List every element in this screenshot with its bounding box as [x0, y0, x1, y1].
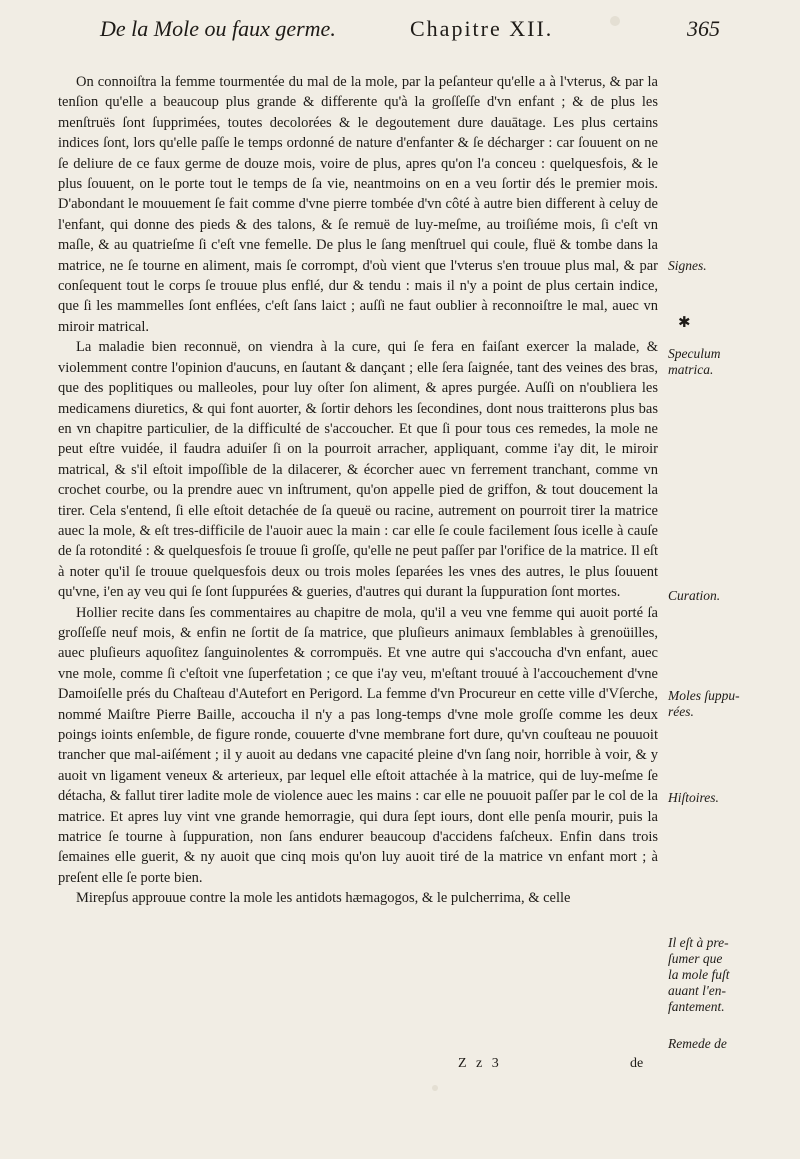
margin-note-moles: Moles ſuppu-: [668, 688, 740, 703]
paragraph-signs: On connoiſtra la femme tourmentée du mal de la mole, par la peſanteur qu'elle a à l'vterus, & par la tenſion qu'elle a beaucoup plus grande & differente qu'à la groſſeſſe d'vn enfant ; & de plus les menſtruës ſont ſupprimées, toutes decolorées & le degoutement dure dauātage. Les plus certains indices ſont, lors qu'elle paſſe le temps ordonné de nature d'enfanter & ſe décharger : car ſouuent on ne ſe deliure de ce faux germe de douze mois, voire de plus, apres qu'on l'a conceu : quelquesfois, & le plus ſouuent, on le porte tout le temps de ſa vie, neantmoins on en a veu ſortir dés le premier mois. D'abondant le mouuement ſe fait comme d'vne pierre tombée d'vn côté à autre bien different à celuy de l'enfant, qui donne des pieds & des talons, & ſe remuë de luy-meſme, au troiſiéme mois, ſi c'eſt vn maſle, & au quatrieſme ſi c'eſt vne femelle. De plus le ſang menſtruel qui coule, fluë & tombe dans la matrice, ne ſe tourne en aliment, mais ſe corrompt, d'où vient que l'vterus s'en trouue plus mal, & par conſequent tout le corps ſe trouue plus enflé, dur & tendu : mais il n'y a point de plus certain indice, que ſi les mammelles ſont enflées, c'eſt ſans laict ; auſſi ne faut oublier à reconnoiſtre le mal, auec vn miroir matrical.: [58, 74, 658, 335]
page-header: [100, 16, 720, 46]
margin-note-presumer-2: ſumer que: [668, 951, 723, 966]
margin-note-presumer-5: fantement.: [668, 999, 725, 1014]
running-title: De la Mole ou faux germe.: [100, 16, 336, 41]
margin-note-presumer-4: auant l'en-: [668, 983, 727, 998]
page-number: 365: [687, 16, 720, 41]
margin-note-histoires: Hiſtoires.: [668, 790, 719, 805]
margin-note-presumer-1: Il eſt à pre-: [668, 935, 729, 950]
paragraph-cure: La maladie bien reconnuë, on viendra à la cure, qui ſe fera en faiſant exercer la malade, & violemment contre l'opinion d'aucuns, en ſautant & dançant ; elle ſera ſaignée, tant des veines des bras, que des poplitiques ou malleoles, pour luy oſter ſon aliment, & apres purgée. Auſſi on n'oubliera les medicamens diuretics, & qui font auorter, & ſortir dehors les ſecondines, dont nous traitterons plus bas en vn chapitre particulier, de la difficulté de s'accoucher. Et que ſi pour tous ces remedes, la mole ne peut eſtre vuidée, il faudra aduiſer ſi on la pourroit arracher, appliquant, comme i'ay dit, le miroir matrical, & s'il eſtoit impoſſible de la dilacerer, & écorcher auec vn ferrement tranchant, comme vn crochet courbe, ou la prendre auec vn inſtrument, qu'on appelle pied de griffon, & tout doucement la tirer. Cela s'entend, ſi elle eſtoit detachée de ſa queuë ou racine, autrement on pourroit tirer la matrice auec la mole, & eſt tres-difficile de l'auoir auec la main : car elle ſe coule facilement ſous icelle à cauſe de ſa rotondité : & quelquesfois ſe trouue ſi groſſe, qu'elle ne peut paſſer par l'orifice de la matrice. Il eſt à noter qu'il ſe trouue quelquesfois deux ou trois moles ſeparées les vnes des autres, le plus ſouuent qu'vne, i'en ay veu qui ſe ſont ſuppurées & gueries, d'autres qui durant la ſuppuration ſont mortes.: [58, 339, 658, 601]
catchword: de: [630, 1056, 644, 1071]
chapter-heading: Chapitre XII.: [410, 16, 554, 41]
paragraph-histories: Hollier recite dans ſes commentaires au chapitre de mola, qu'il a veu vne femme qui auoit porté ſa groſſeſſe neuf mois, & enfin ne ſortit de ſa matrice, que pluſieurs animaux ſemblables à grenoüilles, auec pluſieurs aquoſitez ſanguinolentes & corrompuës. Et vne autre qui s'accoucha d'vn enfant, auec vne mole, comme ſi c'eſtoit vne ſuperfetation ; ce que i'ay veu, m'eſtant trouué à l'accouchement d'vne Damoiſelle prés du Chaſteau d'Autefort en Perigord. La femme d'vn Procureur en cette ville d'Vſerche, nommé Maiſtre Pierre Baille, accoucha il n'y a pas long-temps d'vne mole groſſe comme les deux poings ioints enſemble, de figure ronde, couuerte d'vne membrane fort dure, qu'vn couſteau ne pouuoit trancher que mal-aiſément ; il y auoit au dedans vne capacité pleine d'vn ſang noir, horrible à voir, & y auoit vn ligament veneux & arterieux, par lequel elle eſtoit attachée à la matrice, qui de luy-meſme ſe détacha, & fallut tirer ladite mole de violence auec les mains : car elle ne pouuoit paſſer par le col de la matrice. Et apres luy vint vne grande hemorragie, qui dura ſept iours, dont elle penſa mourir, puis la matrice ſe tourne à ſuppuration, non ſans endurer beaucoup d'accidens faſcheux. Enfin dans trois ſemaines elle guerit, & ny auoit que cinq mois qu'on luy auoit tiré de la matrice vn enfant mort ; à preſent elle ſe porte bien.: [58, 604, 658, 886]
margin-note-remede: Remede de: [668, 1036, 727, 1051]
margin-note-speculum: Speculum: [668, 346, 721, 361]
main-text-block: [58, 72, 658, 909]
paragraph-remedy: Mirepſus approuue contre la mole les antidots hæmagogos, & le pulcherrima, & celle: [76, 890, 571, 907]
margin-note-signes: Signes.: [668, 258, 707, 273]
margin-note-moles-2: rées.: [668, 704, 694, 719]
asterisk-mark: ✱: [678, 315, 691, 331]
margin-note-presumer-3: la mole fuſt: [668, 967, 730, 982]
margin-note-speculum-2: matrica.: [668, 362, 714, 377]
page-footer: [58, 1032, 738, 1092]
signature-mark: Z z 3: [458, 1056, 502, 1071]
margin-note-curation: Curation.: [668, 588, 721, 603]
